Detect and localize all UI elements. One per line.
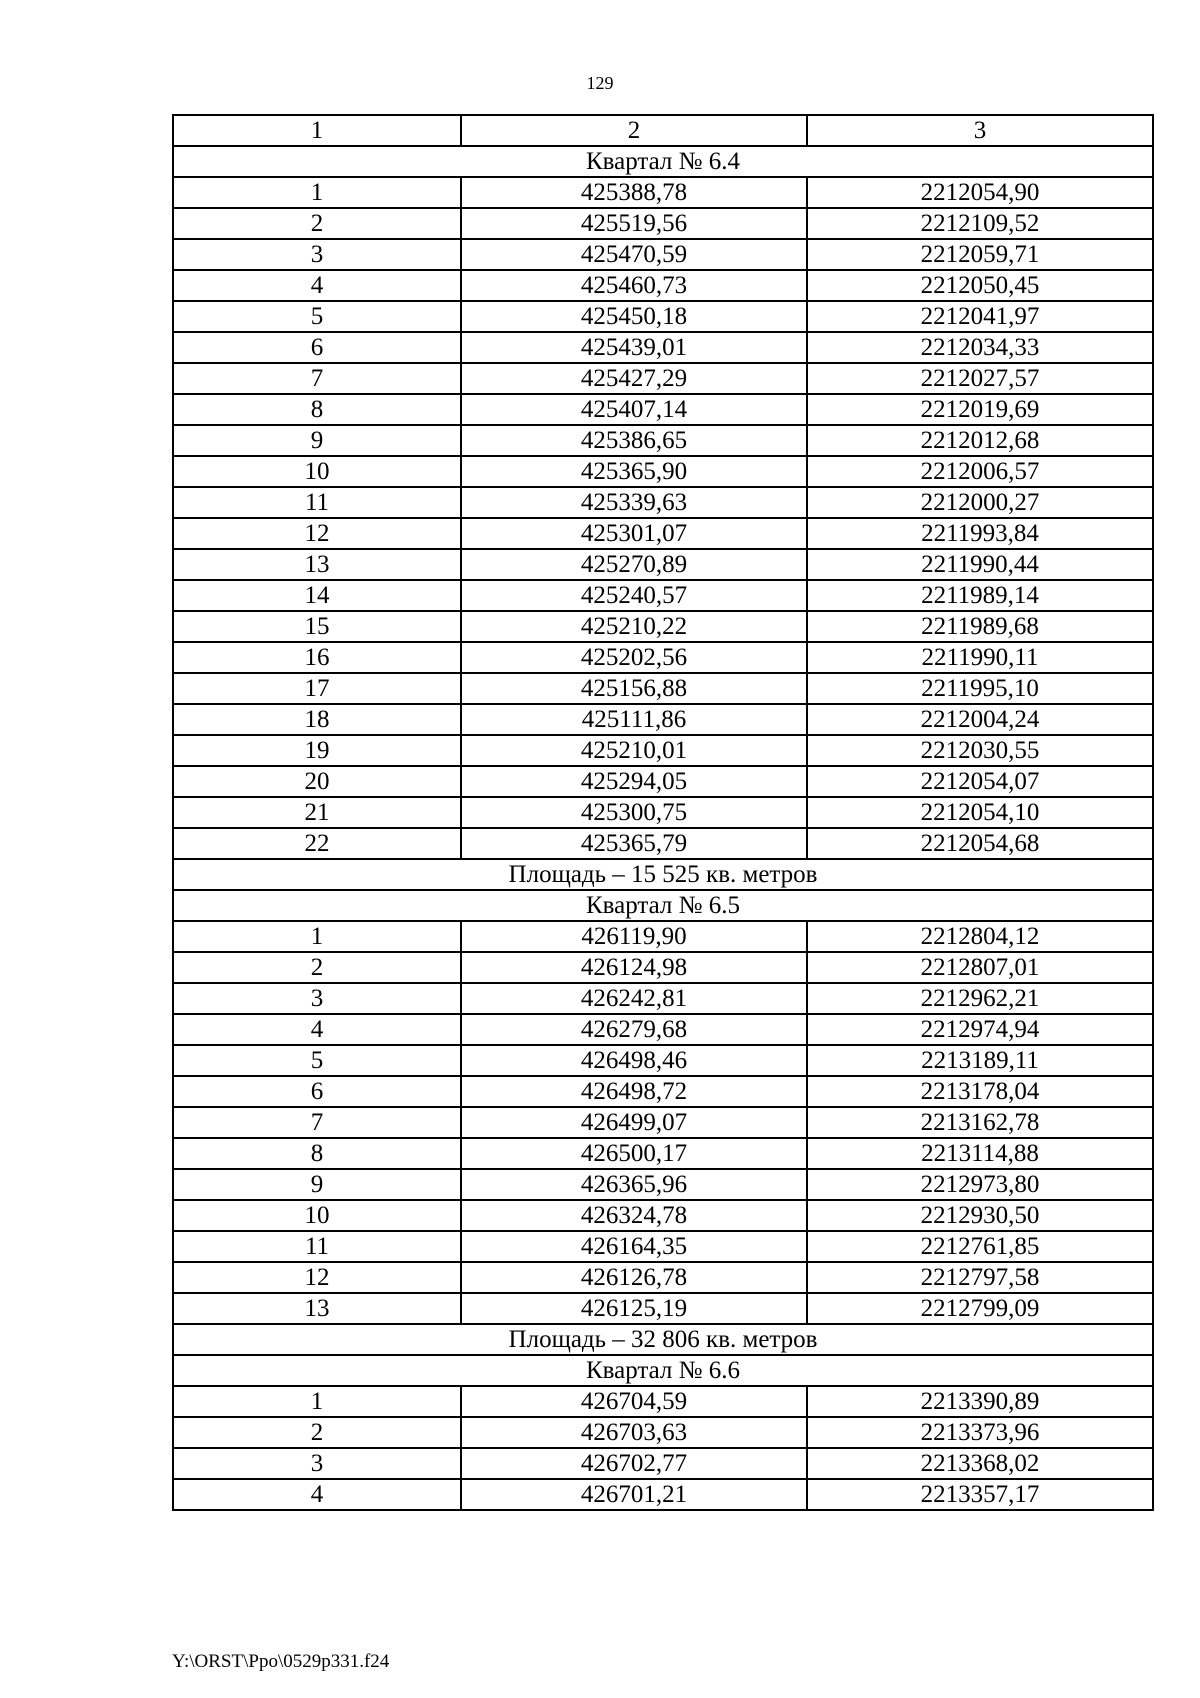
y-coordinate-cell: 2212054,68 (807, 828, 1153, 859)
y-coordinate-cell: 2212973,80 (807, 1169, 1153, 1200)
point-number-cell: 3 (173, 239, 461, 270)
y-coordinate-cell: 2212027,57 (807, 363, 1153, 394)
point-number-cell: 7 (173, 1107, 461, 1138)
point-number-cell: 19 (173, 735, 461, 766)
point-number-cell: 11 (173, 487, 461, 518)
table-row (173, 1231, 1153, 1262)
table-row (173, 549, 1153, 580)
table-row (173, 1200, 1153, 1231)
y-coordinate-cell: 2212930,50 (807, 1200, 1153, 1231)
y-coordinate-cell: 2213357,17 (807, 1479, 1153, 1510)
area-row (173, 1324, 1153, 1355)
y-coordinate-cell: 2212004,24 (807, 704, 1153, 735)
point-number-cell: 9 (173, 1169, 461, 1200)
table-row (173, 673, 1153, 704)
table-row (173, 921, 1153, 952)
y-coordinate-cell: 2212761,85 (807, 1231, 1153, 1262)
point-number-cell: 1 (173, 1386, 461, 1417)
y-coordinate-cell: 2212006,57 (807, 456, 1153, 487)
x-coordinate-cell: 425111,86 (461, 704, 807, 735)
column-number-1: 1 (173, 115, 461, 146)
table-row (173, 1386, 1153, 1417)
y-coordinate-cell: 2211990,44 (807, 549, 1153, 580)
x-coordinate-cell: 426126,78 (461, 1262, 807, 1293)
x-coordinate-cell: 426124,98 (461, 952, 807, 983)
x-coordinate-cell: 426119,90 (461, 921, 807, 952)
y-coordinate-cell: 2212012,68 (807, 425, 1153, 456)
point-number-cell: 1 (173, 921, 461, 952)
point-number-cell: 10 (173, 1200, 461, 1231)
point-number-cell: 11 (173, 1231, 461, 1262)
y-coordinate-cell: 2213368,02 (807, 1448, 1153, 1479)
point-number-cell: 14 (173, 580, 461, 611)
y-coordinate-cell: 2212034,33 (807, 332, 1153, 363)
page-number: 129 (586, 73, 614, 93)
section-title: Квартал № 6.6 (173, 1355, 1153, 1386)
y-coordinate-cell: 2212041,97 (807, 301, 1153, 332)
table-row (173, 1262, 1153, 1293)
table-row (173, 1448, 1153, 1479)
table-row (173, 952, 1153, 983)
table-row (173, 642, 1153, 673)
x-coordinate-cell: 425450,18 (461, 301, 807, 332)
point-number-cell: 10 (173, 456, 461, 487)
table-row (173, 332, 1153, 363)
point-number-cell: 22 (173, 828, 461, 859)
y-coordinate-cell: 2212109,52 (807, 208, 1153, 239)
y-coordinate-cell: 2212054,07 (807, 766, 1153, 797)
area-row (173, 859, 1153, 890)
table-row (173, 1014, 1153, 1045)
section-title-row (173, 1355, 1153, 1386)
y-coordinate-cell: 2212059,71 (807, 239, 1153, 270)
x-coordinate-cell: 425365,90 (461, 456, 807, 487)
point-number-cell: 5 (173, 301, 461, 332)
x-coordinate-cell: 426279,68 (461, 1014, 807, 1045)
table-row (173, 983, 1153, 1014)
area-text: Площадь – 15 525 кв. метров (173, 859, 1153, 890)
table-row (173, 425, 1153, 456)
table-row (173, 1293, 1153, 1324)
point-number-cell: 18 (173, 704, 461, 735)
y-coordinate-cell: 2212054,10 (807, 797, 1153, 828)
point-number-cell: 15 (173, 611, 461, 642)
table-row (173, 456, 1153, 487)
table-row (173, 611, 1153, 642)
section-title-row (173, 146, 1153, 177)
x-coordinate-cell: 426324,78 (461, 1200, 807, 1231)
y-coordinate-cell: 2213114,88 (807, 1138, 1153, 1169)
point-number-cell: 13 (173, 549, 461, 580)
table-row (173, 704, 1153, 735)
point-number-cell: 20 (173, 766, 461, 797)
point-number-cell: 4 (173, 1014, 461, 1045)
table-row (173, 1107, 1153, 1138)
coordinates-table-body (173, 115, 1153, 1510)
point-number-cell: 2 (173, 208, 461, 239)
y-coordinate-cell: 2213373,96 (807, 1417, 1153, 1448)
table-row (173, 394, 1153, 425)
x-coordinate-cell: 425270,89 (461, 549, 807, 580)
x-coordinate-cell: 426702,77 (461, 1448, 807, 1479)
x-coordinate-cell: 425210,01 (461, 735, 807, 766)
table-row (173, 487, 1153, 518)
table-row (173, 363, 1153, 394)
file-path-footer: Y:\ORST\Ppo\0529p331.f24 (172, 1651, 390, 1672)
x-coordinate-cell: 425386,65 (461, 425, 807, 456)
point-number-cell: 12 (173, 518, 461, 549)
x-coordinate-cell: 426499,07 (461, 1107, 807, 1138)
point-number-cell: 6 (173, 1076, 461, 1107)
y-coordinate-cell: 2212974,94 (807, 1014, 1153, 1045)
x-coordinate-cell: 425202,56 (461, 642, 807, 673)
point-number-cell: 6 (173, 332, 461, 363)
table-row (173, 177, 1153, 208)
table-row (173, 766, 1153, 797)
x-coordinate-cell: 425156,88 (461, 673, 807, 704)
point-number-cell: 5 (173, 1045, 461, 1076)
point-number-cell: 2 (173, 1417, 461, 1448)
x-coordinate-cell: 425294,05 (461, 766, 807, 797)
table-row (173, 518, 1153, 549)
y-coordinate-cell: 2212799,09 (807, 1293, 1153, 1324)
section-title-row (173, 890, 1153, 921)
x-coordinate-cell: 425365,79 (461, 828, 807, 859)
x-coordinate-cell: 426498,46 (461, 1045, 807, 1076)
x-coordinate-cell: 426125,19 (461, 1293, 807, 1324)
y-coordinate-cell: 2213189,11 (807, 1045, 1153, 1076)
x-coordinate-cell: 426365,96 (461, 1169, 807, 1200)
table-row (173, 208, 1153, 239)
table-row (173, 1169, 1153, 1200)
y-coordinate-cell: 2212050,45 (807, 270, 1153, 301)
y-coordinate-cell: 2211989,14 (807, 580, 1153, 611)
table-row (173, 797, 1153, 828)
point-number-cell: 8 (173, 1138, 461, 1169)
x-coordinate-cell: 425388,78 (461, 177, 807, 208)
y-coordinate-cell: 2213178,04 (807, 1076, 1153, 1107)
point-number-cell: 8 (173, 394, 461, 425)
point-number-cell: 17 (173, 673, 461, 704)
coordinates-table (172, 114, 1154, 1511)
y-coordinate-cell: 2212019,69 (807, 394, 1153, 425)
section-title: Квартал № 6.5 (173, 890, 1153, 921)
column-number-row (173, 115, 1153, 146)
y-coordinate-cell: 2212962,21 (807, 983, 1153, 1014)
x-coordinate-cell: 426164,35 (461, 1231, 807, 1262)
table-row (173, 1138, 1153, 1169)
x-coordinate-cell: 426500,17 (461, 1138, 807, 1169)
table-row (173, 1076, 1153, 1107)
y-coordinate-cell: 2212797,58 (807, 1262, 1153, 1293)
y-coordinate-cell: 2213390,89 (807, 1386, 1153, 1417)
y-coordinate-cell: 2212804,12 (807, 921, 1153, 952)
table-row (173, 1479, 1153, 1510)
x-coordinate-cell: 425240,57 (461, 580, 807, 611)
column-number-2: 2 (461, 115, 807, 146)
y-coordinate-cell: 2212000,27 (807, 487, 1153, 518)
table-row (173, 1045, 1153, 1076)
y-coordinate-cell: 2211990,11 (807, 642, 1153, 673)
point-number-cell: 9 (173, 425, 461, 456)
table-row (173, 1417, 1153, 1448)
y-coordinate-cell: 2211995,10 (807, 673, 1153, 704)
table-row (173, 828, 1153, 859)
x-coordinate-cell: 426498,72 (461, 1076, 807, 1107)
section-title: Квартал № 6.4 (173, 146, 1153, 177)
y-coordinate-cell: 2211993,84 (807, 518, 1153, 549)
point-number-cell: 13 (173, 1293, 461, 1324)
x-coordinate-cell: 425210,22 (461, 611, 807, 642)
x-coordinate-cell: 425339,63 (461, 487, 807, 518)
table-row (173, 580, 1153, 611)
table-row (173, 270, 1153, 301)
x-coordinate-cell: 425407,14 (461, 394, 807, 425)
x-coordinate-cell: 426704,59 (461, 1386, 807, 1417)
table-row (173, 239, 1153, 270)
point-number-cell: 12 (173, 1262, 461, 1293)
point-number-cell: 3 (173, 983, 461, 1014)
x-coordinate-cell: 425519,56 (461, 208, 807, 239)
column-number-3: 3 (807, 115, 1153, 146)
x-coordinate-cell: 425460,73 (461, 270, 807, 301)
table-row (173, 301, 1153, 332)
x-coordinate-cell: 426701,21 (461, 1479, 807, 1510)
y-coordinate-cell: 2212054,90 (807, 177, 1153, 208)
y-coordinate-cell: 2212030,55 (807, 735, 1153, 766)
x-coordinate-cell: 426242,81 (461, 983, 807, 1014)
x-coordinate-cell: 425300,75 (461, 797, 807, 828)
point-number-cell: 3 (173, 1448, 461, 1479)
x-coordinate-cell: 425470,59 (461, 239, 807, 270)
area-text: Площадь – 32 806 кв. метров (173, 1324, 1153, 1355)
point-number-cell: 2 (173, 952, 461, 983)
table-row (173, 735, 1153, 766)
x-coordinate-cell: 426703,63 (461, 1417, 807, 1448)
point-number-cell: 4 (173, 1479, 461, 1510)
point-number-cell: 4 (173, 270, 461, 301)
point-number-cell: 1 (173, 177, 461, 208)
y-coordinate-cell: 2212807,01 (807, 952, 1153, 983)
x-coordinate-cell: 425301,07 (461, 518, 807, 549)
point-number-cell: 16 (173, 642, 461, 673)
y-coordinate-cell: 2213162,78 (807, 1107, 1153, 1138)
y-coordinate-cell: 2211989,68 (807, 611, 1153, 642)
x-coordinate-cell: 425439,01 (461, 332, 807, 363)
point-number-cell: 7 (173, 363, 461, 394)
x-coordinate-cell: 425427,29 (461, 363, 807, 394)
point-number-cell: 21 (173, 797, 461, 828)
